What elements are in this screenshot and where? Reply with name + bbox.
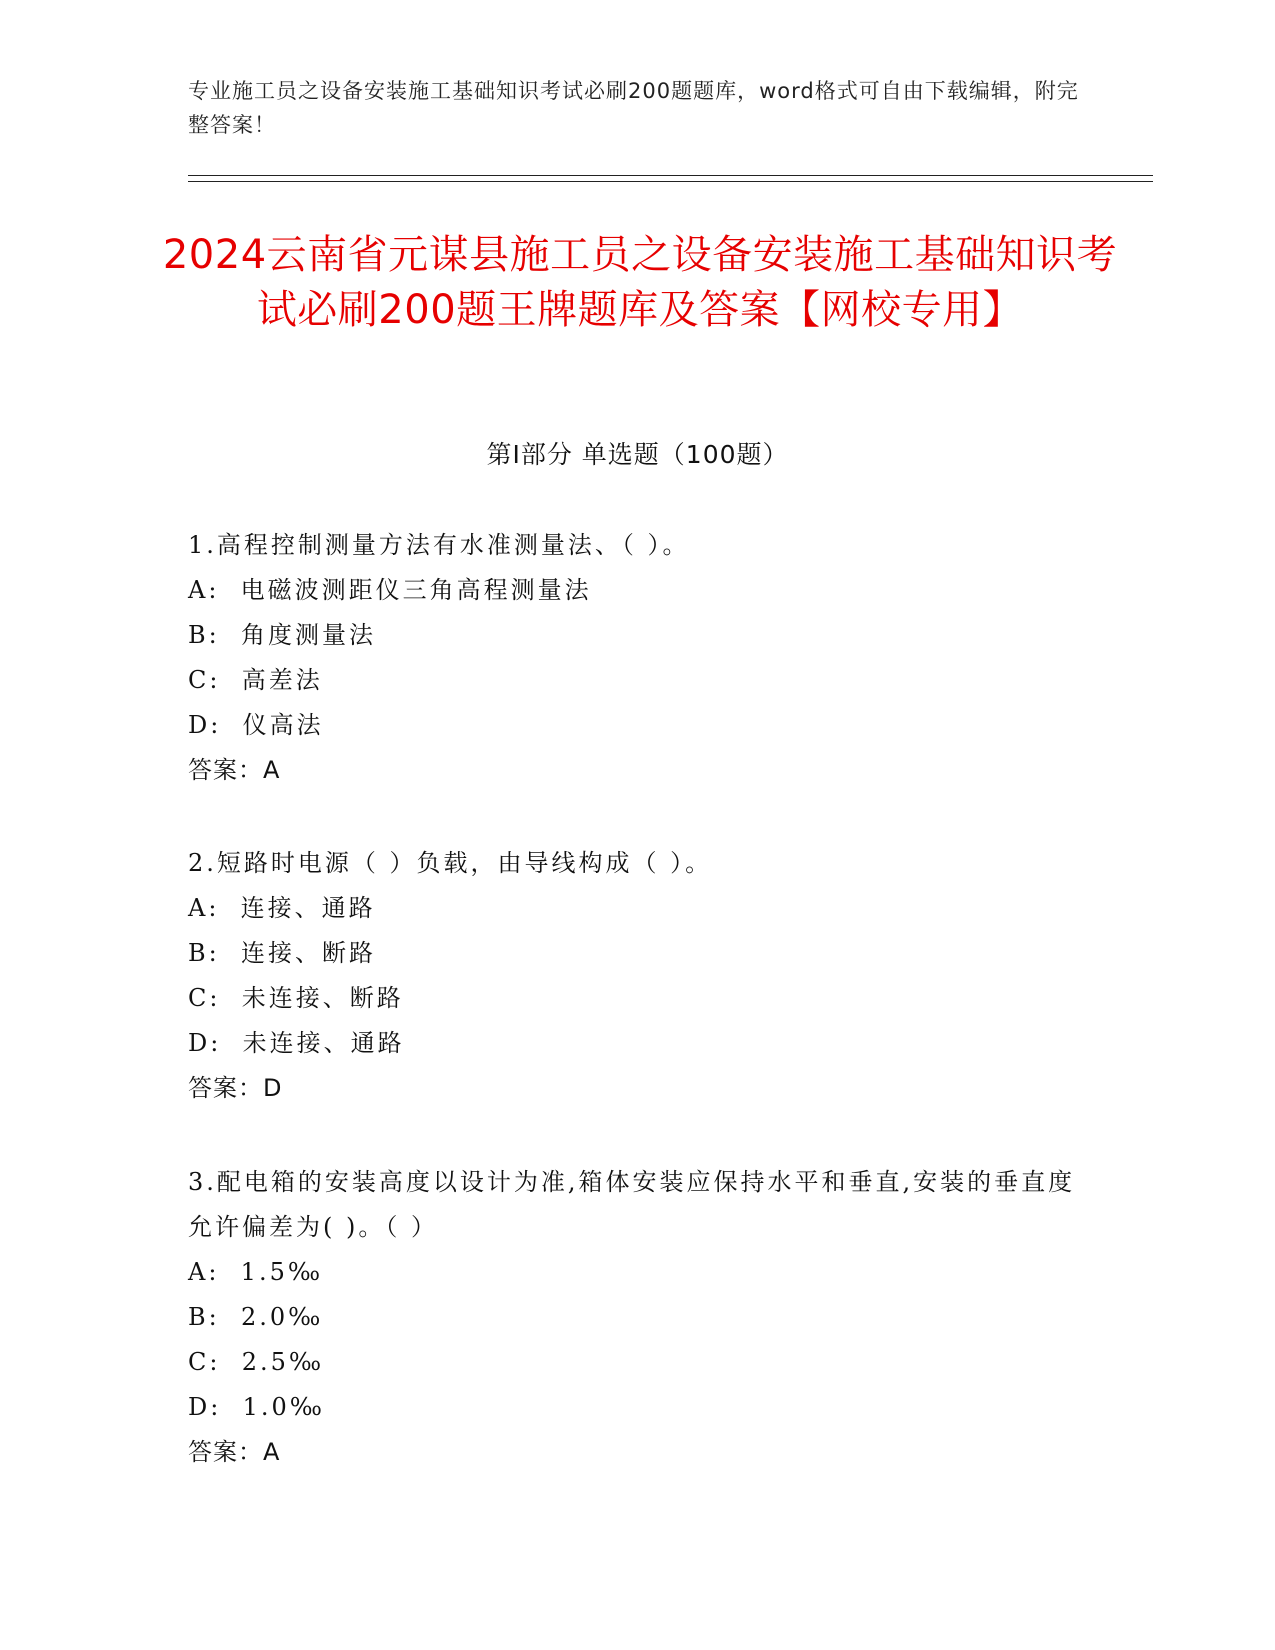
section-title: 第Ⅰ部分 单选题（100题） [486,440,789,469]
option-d: D: 未连接、通路 [188,1029,405,1057]
question-block [188,841,1088,1111]
option-b: B: 角度测量法 [188,621,376,649]
question-stem: 2.短路时电源（ ）负载，由导线构成（ ）。 [188,849,713,877]
question-block [188,1160,1088,1475]
option-c: C: 高差法 [188,666,323,694]
option-c: C: 未连接、断路 [188,984,404,1012]
question-stem: 3.配电箱的安装高度以设计为准,箱体安装应保持水平和垂直,安装的垂直度允许偏差为( )。（ ） [188,1168,1076,1241]
question-stem: 1.高程控制测量方法有水准测量法、（ ）。 [188,531,690,559]
option-a: A: 电磁波测距仪三角高程测量法 [188,576,592,604]
option-d: D: 1.0‰ [188,1393,325,1421]
option-c: C: 2.5‰ [188,1348,325,1376]
answer: 答案：A [188,756,281,784]
option-a: A: 连接、通路 [188,894,376,922]
option-a: A: 1.5‰ [188,1258,324,1286]
option-b: B: 2.0‰ [188,1303,324,1331]
document-title: 2024云南省元谋县施工员之设备安装施工基础知识考试必刷200题王牌题库及答案【网校专用】 [162,232,1118,333]
header-note: 专业施工员之设备安装施工基础知识考试必刷200题题库，word格式可自由下载编辑，附完整答案！ [188,79,1079,137]
question-block [188,523,1088,793]
answer: 答案：A [188,1438,281,1466]
option-d: D: 仪高法 [188,711,324,739]
header-divider-top [188,175,1153,176]
answer: 答案：D [188,1074,283,1102]
option-b: B: 连接、断路 [188,939,376,967]
header-divider-bottom [188,181,1153,182]
